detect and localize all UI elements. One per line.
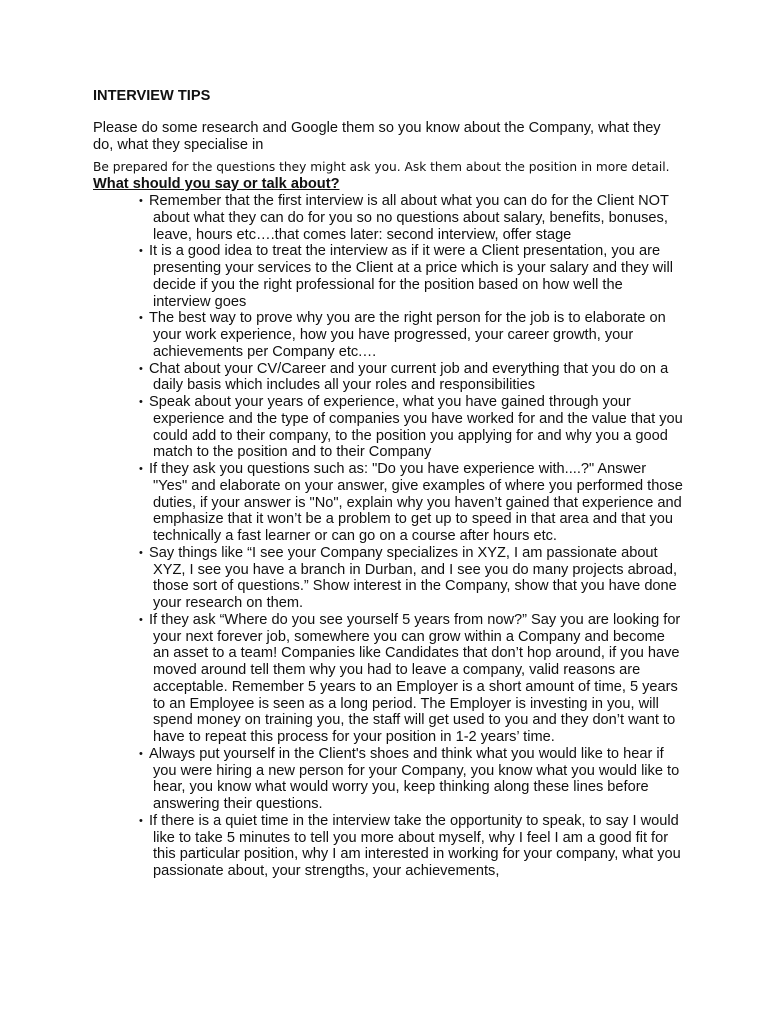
- list-item: [93, 394, 683, 461]
- bullet-icon: •: [139, 546, 143, 559]
- bullet-icon: •: [139, 747, 143, 760]
- list-item: [93, 361, 683, 395]
- list-item-text: It is a good idea to treat the interview as if it were a Client presentation, you are presenting your services to the Client at a price which is your salary and they will decide if you the right professional for the position based on how well the interview goes: [149, 243, 673, 310]
- section-heading: What should you say or talk about?: [93, 176, 340, 192]
- list-item: [93, 612, 683, 746]
- intro-text-part1: Please do some research and Google them so you know about the Company,: [93, 120, 599, 136]
- bullet-icon: •: [139, 245, 143, 258]
- list-item: [93, 461, 683, 545]
- document-title: INTERVIEW TIPS: [93, 88, 211, 104]
- list-item: [93, 746, 683, 813]
- prep-text-part1: Be prepared for the questions they might ask you: [93, 160, 397, 174]
- bullet-icon: •: [139, 814, 143, 827]
- bullet-icon: •: [139, 463, 143, 475]
- list-item: [93, 813, 683, 880]
- list-item-text: Remember that the first interview is all about what you can do for the Client NOT about what they can do for you so no questions about salary, benefits, bonuses, leave, hours etc….that comes later: second interview, offer stage: [149, 193, 669, 243]
- prep-paragraph: [93, 158, 683, 176]
- list-item-text: Always put yourself in the Client's shoes and think what you would like to hear if you were hiring a new person for your Company, you know what you would like to hear, you know what would worry you, keep thinking along these lines before answering their questions.: [149, 745, 680, 812]
- tips-list: [93, 193, 683, 880]
- bullet-icon: •: [139, 195, 143, 207]
- list-item-text: If they ask you questions such as: "Do you have experience with....?" Answer "Yes" and elaborate on your answer, give examples of where you performed those duties, if your answer is "No", explain why you haven’t gained that experience and emphasize that it won’t be a problem to get up to speed in that area and that you technically a fast learner or can go on a course after hours etc.: [149, 461, 683, 544]
- bullet-icon: •: [139, 312, 143, 325]
- prep-text-part2: . Ask them about the position in more detail.: [396, 160, 670, 174]
- intro-text-part2: what they do, what they specialise in: [93, 120, 661, 153]
- document-content: [93, 87, 683, 880]
- list-item-text: The best way to prove why you are the right person for the job is to elaborate on your work experience, how you have progressed, your career growth, your achievements per Company etc.…: [149, 310, 666, 360]
- bullet-icon: •: [139, 613, 143, 626]
- bullet-icon: •: [139, 396, 143, 408]
- intro-paragraph: [93, 120, 683, 154]
- bullet-icon: •: [139, 362, 143, 375]
- list-item-text: If there is a quiet time in the interview take the opportunity to speak, to say I would like to take 5 minutes to tell you more about myself, why I feel I am a good fit for this particular position, why I am interested in working for your company, what you passionate about, your strengths, your achievements,: [149, 812, 681, 879]
- list-item: [93, 193, 683, 243]
- list-item-text: Chat about your CV/Career and your current job and everything that you do on a daily basis which includes all your roles and responsibilities: [149, 360, 669, 394]
- list-item: [93, 545, 683, 612]
- list-item: [93, 243, 683, 310]
- list-item: [93, 310, 683, 360]
- list-item-text: Say things like “I see your Company specializes in XYZ, I am passionate about XYZ, I see you have a branch in Durban, and I see you do many projects abroad, those sort of questions.” Show interest in the Company, show that you have done your research on them.: [149, 544, 678, 611]
- list-item-text: If they ask “Where do you see yourself 5 years from now?” Say you are looking for your next forever job, somewhere you can grow within a Company and become an asset to a team! Companies like Candidates that don’t hop around, if you have moved around tell them why you had to leave a company, valid reasons are acceptable. Remember 5 years to an Employer is a short amount of time, 5 years to an Employee is seen as a long period. The Employer is investing in you, will spend money on training you, the staff will get used to you and they don’t want to have to repeat this process for your position in 1-2 years’ time.: [149, 611, 681, 745]
- list-item-text: Speak about your years of experience, what you have gained through your experience and the type of companies you have worked for and the value that you could add to their company, to the position you applying for and why you a good match to the position and to their Company: [149, 394, 683, 461]
